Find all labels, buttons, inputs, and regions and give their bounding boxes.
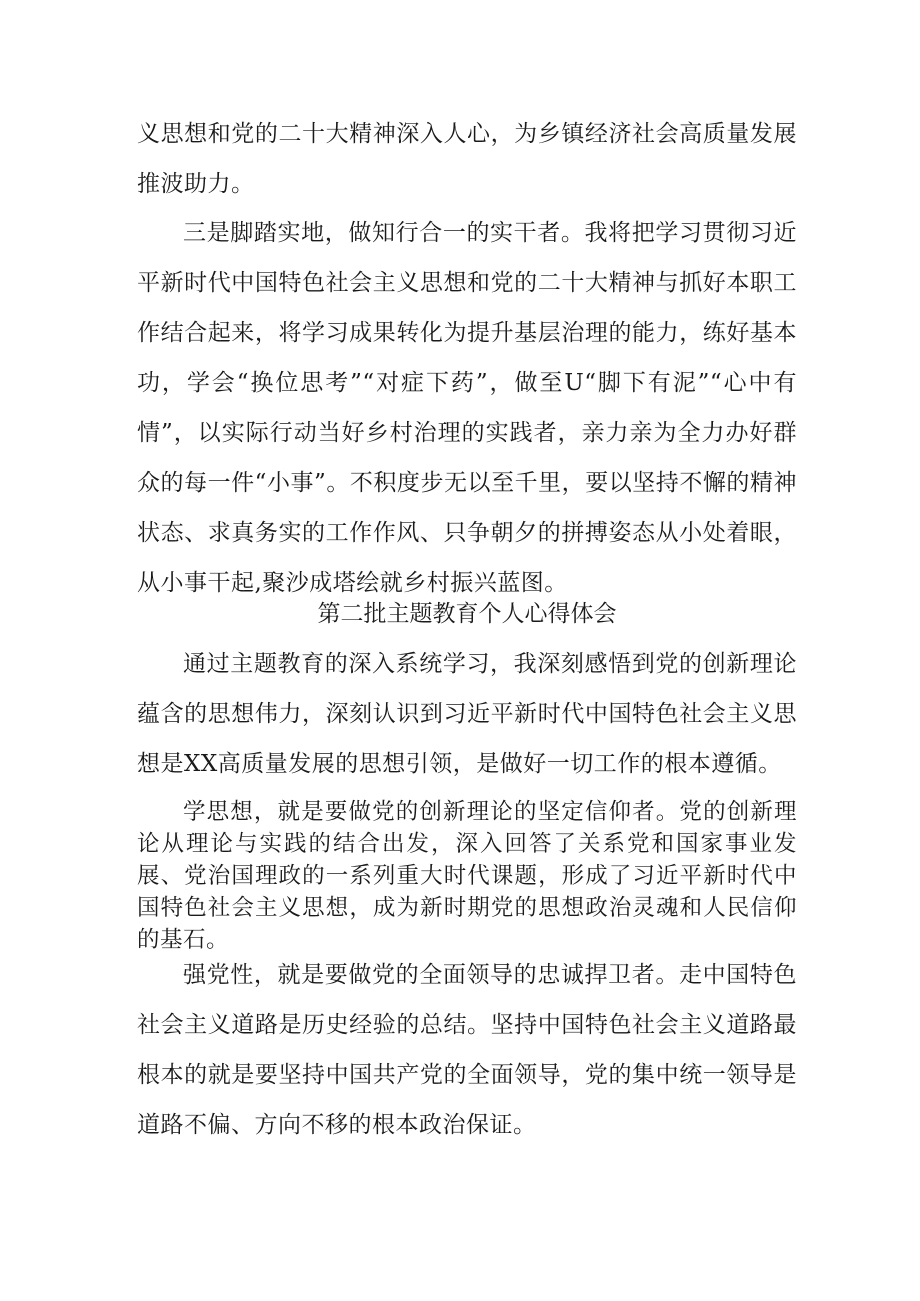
section-heading: 第二批主题教育个人心得体会 <box>317 601 617 627</box>
paragraph-intro: 通过主题教育的深入系统学习，我深刻感悟到党的创新理论蕴含的思想伟力，深刻认识到习近平新时代中国特色社会主义思想是XX高质量发展的思想引领，是做好一切工作的根本遵循。 <box>137 651 797 777</box>
paragraph-party-spirit: 强党性，就是要做党的全面领导的忠诚捍卫者。走中国特色社会主义道路是历史经验的总结。坚持中国特色社会主义道路最根本的就是要坚持中国共产党的全面领导，党的集中统一领导是道路不偏、方向不移的根本政治保证。 <box>137 962 797 1138</box>
paragraph-continuation: 义思想和党的二十大精神深入人心，为乡镇经济社会高质量发展推波助力。 <box>137 121 797 197</box>
paragraph-study-thought: 学思想，就是要做党的创新理论的坚定信仰者。党的创新理论从理论与实践的结合出发，深入回答了关系党和国家事业发展、党治国理政的一系列重大时代课题，形成了习近平新时代中国特色社会主义思想，成为新时期党的思想政治灵魂和人民信仰的基石。 <box>137 799 797 953</box>
paragraph-third-point: 三是脚踏实地，做知行合一的实干者。我将把学习贯彻习近平新时代中国特色社会主义思想和党的二十大精神与抓好本职工作结合起来，将学习成果转化为提升基层治理的能力，练好基本功，学会“换位思考”“对症下药”，做至U“脚下有泥”“心中有情”，以实际行动当好乡村治理的实践者，亲力亲为全力办好群众的每一件“小事”。不积度步无以至千里，要以坚持不懈的精神状态、求真务实的工作作风、只争朝夕的拼搏姿态从小处着眼，从小事干起,聚沙成塔绘就乡村振兴蓝图。 <box>137 220 797 596</box>
